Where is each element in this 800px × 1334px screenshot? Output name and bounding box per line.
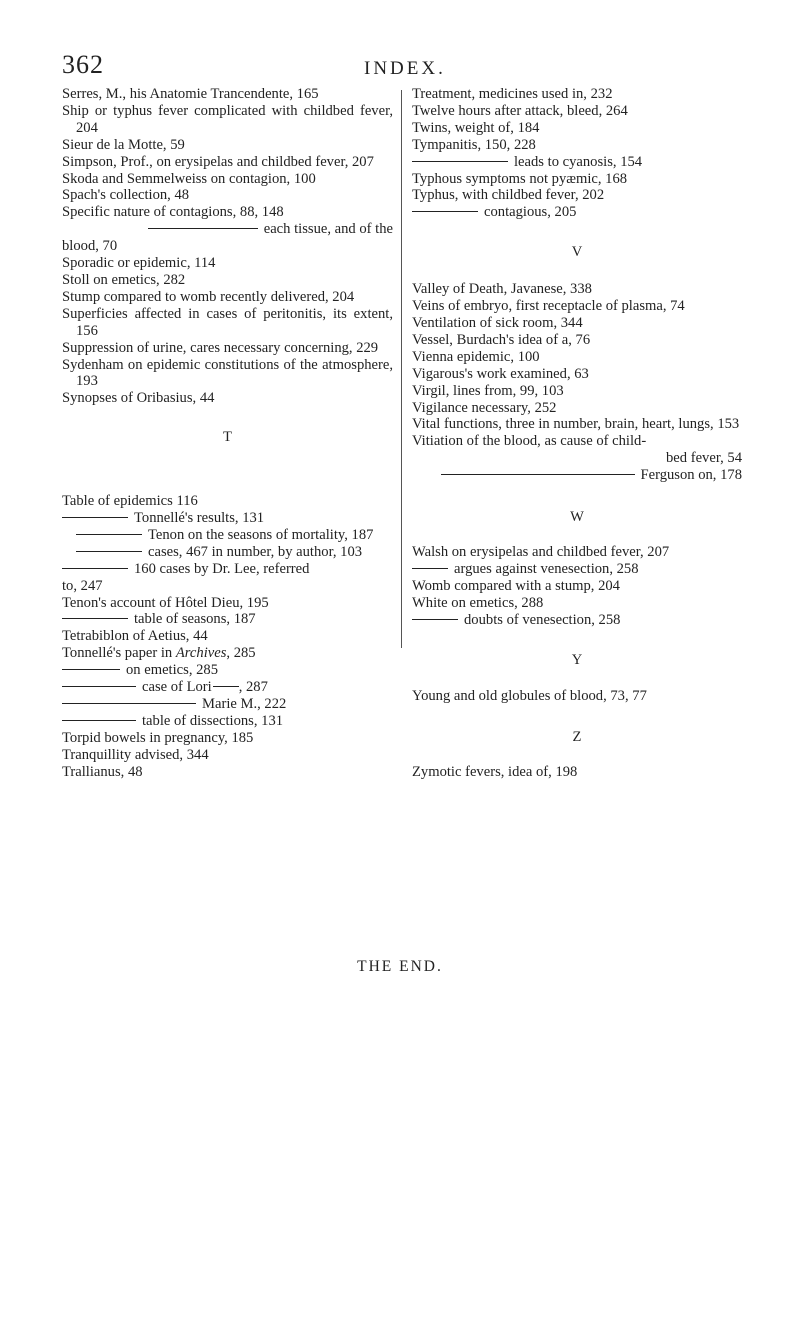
page-number: 362 — [62, 50, 104, 79]
index-entry: Stoll on emetics, 282 — [62, 271, 186, 288]
ditto-dash — [412, 211, 478, 212]
index-subentry: doubts of venesection, 258 — [412, 612, 742, 629]
index-entry: Sieur de la Motte, 59 — [62, 136, 185, 153]
index-entry: Treatment, medicines used in, 232 — [412, 86, 613, 102]
index-entry: Serres, M., his Anatomie Trancendente, 165 — [62, 86, 319, 102]
index-entry: Synopses of Oribasius, 44 — [62, 390, 215, 407]
index-entry: Vigilance necessary, 252 — [412, 399, 557, 416]
index-entry: Tenon's account of Hôtel Dieu, 195 — [62, 594, 269, 611]
ditto-dash — [62, 669, 120, 670]
index-entry: Sporadic or epidemic, 114 — [62, 255, 216, 272]
index-subentry: table of dissections, 131 — [62, 713, 393, 730]
index-entry: Twins, weight of, 184 — [412, 119, 540, 136]
index-entry: Vitiation of the blood, as cause of child- — [412, 433, 647, 450]
index-subentry: on emetics, 285 — [62, 662, 393, 679]
index-subentry: cases, 467 in number, by author, 103 — [62, 544, 393, 561]
index-subentry: argues against venesection, 258 — [412, 561, 742, 578]
index-subentry: Tonnellé's results, 131 — [62, 510, 393, 527]
index-entry: Vital functions, three in number, brain, heart, lungs, 153 — [412, 416, 740, 433]
ditto-dash — [62, 703, 196, 704]
index-entry: Simpson, Prof., on erysipelas and childbed fever, 207 — [62, 153, 374, 170]
index-entry: Trallianus, 48 — [62, 763, 143, 780]
ditto-dash — [62, 720, 136, 721]
index-entry: Twelve hours after attack, bleed, 264 — [412, 102, 628, 119]
section-letter-t: T — [223, 429, 232, 446]
ditto-dash — [62, 517, 128, 518]
index-entry-continuation: to, 247 — [62, 577, 103, 594]
index-entry: Veins of embryo, first receptacle of plasma, 74 — [412, 298, 685, 315]
right-column — [412, 86, 742, 781]
index-entry: Torpid bowels in pregnancy, 185 — [62, 729, 254, 746]
ditto-dash — [76, 551, 142, 552]
index-entry: Vienna epidemic, 100 — [412, 348, 540, 365]
index-subentry: table of seasons, 187 — [62, 611, 393, 628]
index-entry: Suppression of urine, cares necessary concerning, 229 — [62, 339, 379, 356]
running-head: INDEX. — [364, 58, 446, 79]
ditto-dash — [62, 618, 128, 619]
index-entry: Virgil, lines from, 99, 103 — [412, 382, 564, 399]
index-entry: White on emetics, 288 — [412, 594, 544, 611]
ditto-dash — [148, 228, 258, 229]
index-entry: Zymotic fevers, idea of, 198 — [412, 764, 578, 781]
index-entry: Specific nature of contagions, 88, 148 — [62, 204, 284, 221]
index-entry: Spach's collection, 48 — [62, 187, 190, 204]
index-subentry: leads to cyanosis, 154 — [412, 154, 742, 171]
index-subentry: contagious, 205 — [412, 204, 742, 221]
ditto-dash — [62, 686, 136, 687]
index-subentry: Ferguson on, 178 — [412, 467, 742, 484]
index-entry: Young and old globules of blood, 73, 77 — [412, 688, 647, 705]
section-letter-v: V — [571, 244, 583, 261]
section-letter-z: Z — [572, 729, 582, 746]
index-entry: Superficies affected in cases of peritonitis, its extent, 156 — [62, 305, 393, 339]
index-subentry: 160 cases by Dr. Lee, referred — [62, 561, 393, 578]
index-subentry: Marie M., 222 — [62, 696, 393, 713]
index-entry: Womb compared with a stump, 204 — [412, 577, 620, 594]
index-entry: Skoda and Semmelweiss on contagion, 100 — [62, 170, 316, 187]
the-end-colophon: THE END. — [357, 958, 443, 975]
index-entry: Valley of Death, Javanese, 338 — [412, 281, 592, 298]
section-letter-y: Y — [571, 652, 583, 669]
ditto-dash — [76, 534, 142, 535]
index-subentry: case of Lori , 287 — [62, 679, 393, 696]
index-entry: Tympanitis, 150, 228 — [412, 136, 536, 153]
index-entry: Ventilation of sick room, 344 — [412, 314, 583, 331]
section-letter-w: W — [570, 509, 584, 526]
index-entry-continuation: bed fever, 54 — [666, 450, 742, 467]
index-entry: Sydenham on epidemic constitutions of the atmosphere, 193 — [62, 356, 393, 390]
index-entry: Tetrabiblon of Aetius, 44 — [62, 628, 208, 645]
index-entry-continuation: blood, 70 — [62, 238, 118, 255]
ditto-dash — [441, 474, 635, 475]
index-entry: Walsh on erysipelas and childbed fever, 207 — [412, 543, 670, 560]
index-subentry: each tissue, and of the — [62, 221, 393, 238]
left-column — [62, 86, 393, 781]
index-entry: Tranquillity advised, 344 — [62, 746, 209, 763]
index-entry: Table of epidemics 116 — [62, 493, 198, 510]
ditto-dash — [412, 568, 448, 569]
column-divider — [401, 90, 402, 648]
ditto-dash — [412, 161, 508, 162]
index-entry: Ship or typhus fever complicated with childbed fever, 204 — [62, 102, 393, 136]
index-entry: Typhus, with childbed fever, 202 — [412, 187, 605, 204]
ditto-dash — [412, 619, 458, 620]
index-entry: Vessel, Burdach's idea of a, 76 — [412, 331, 591, 348]
index-entry: Stump compared to womb recently delivered, 204 — [62, 288, 355, 305]
index-entry: Tonnellé's paper in Archives, 285 — [62, 645, 256, 662]
index-entry: Typhous symptoms not pyæmic, 168 — [412, 170, 628, 187]
name-blank — [213, 686, 239, 687]
index-subentry: Tenon on the seasons of mortality, 187 — [62, 527, 393, 544]
ditto-dash — [62, 568, 128, 569]
index-entry: Vigarous's work examined, 63 — [412, 365, 589, 382]
